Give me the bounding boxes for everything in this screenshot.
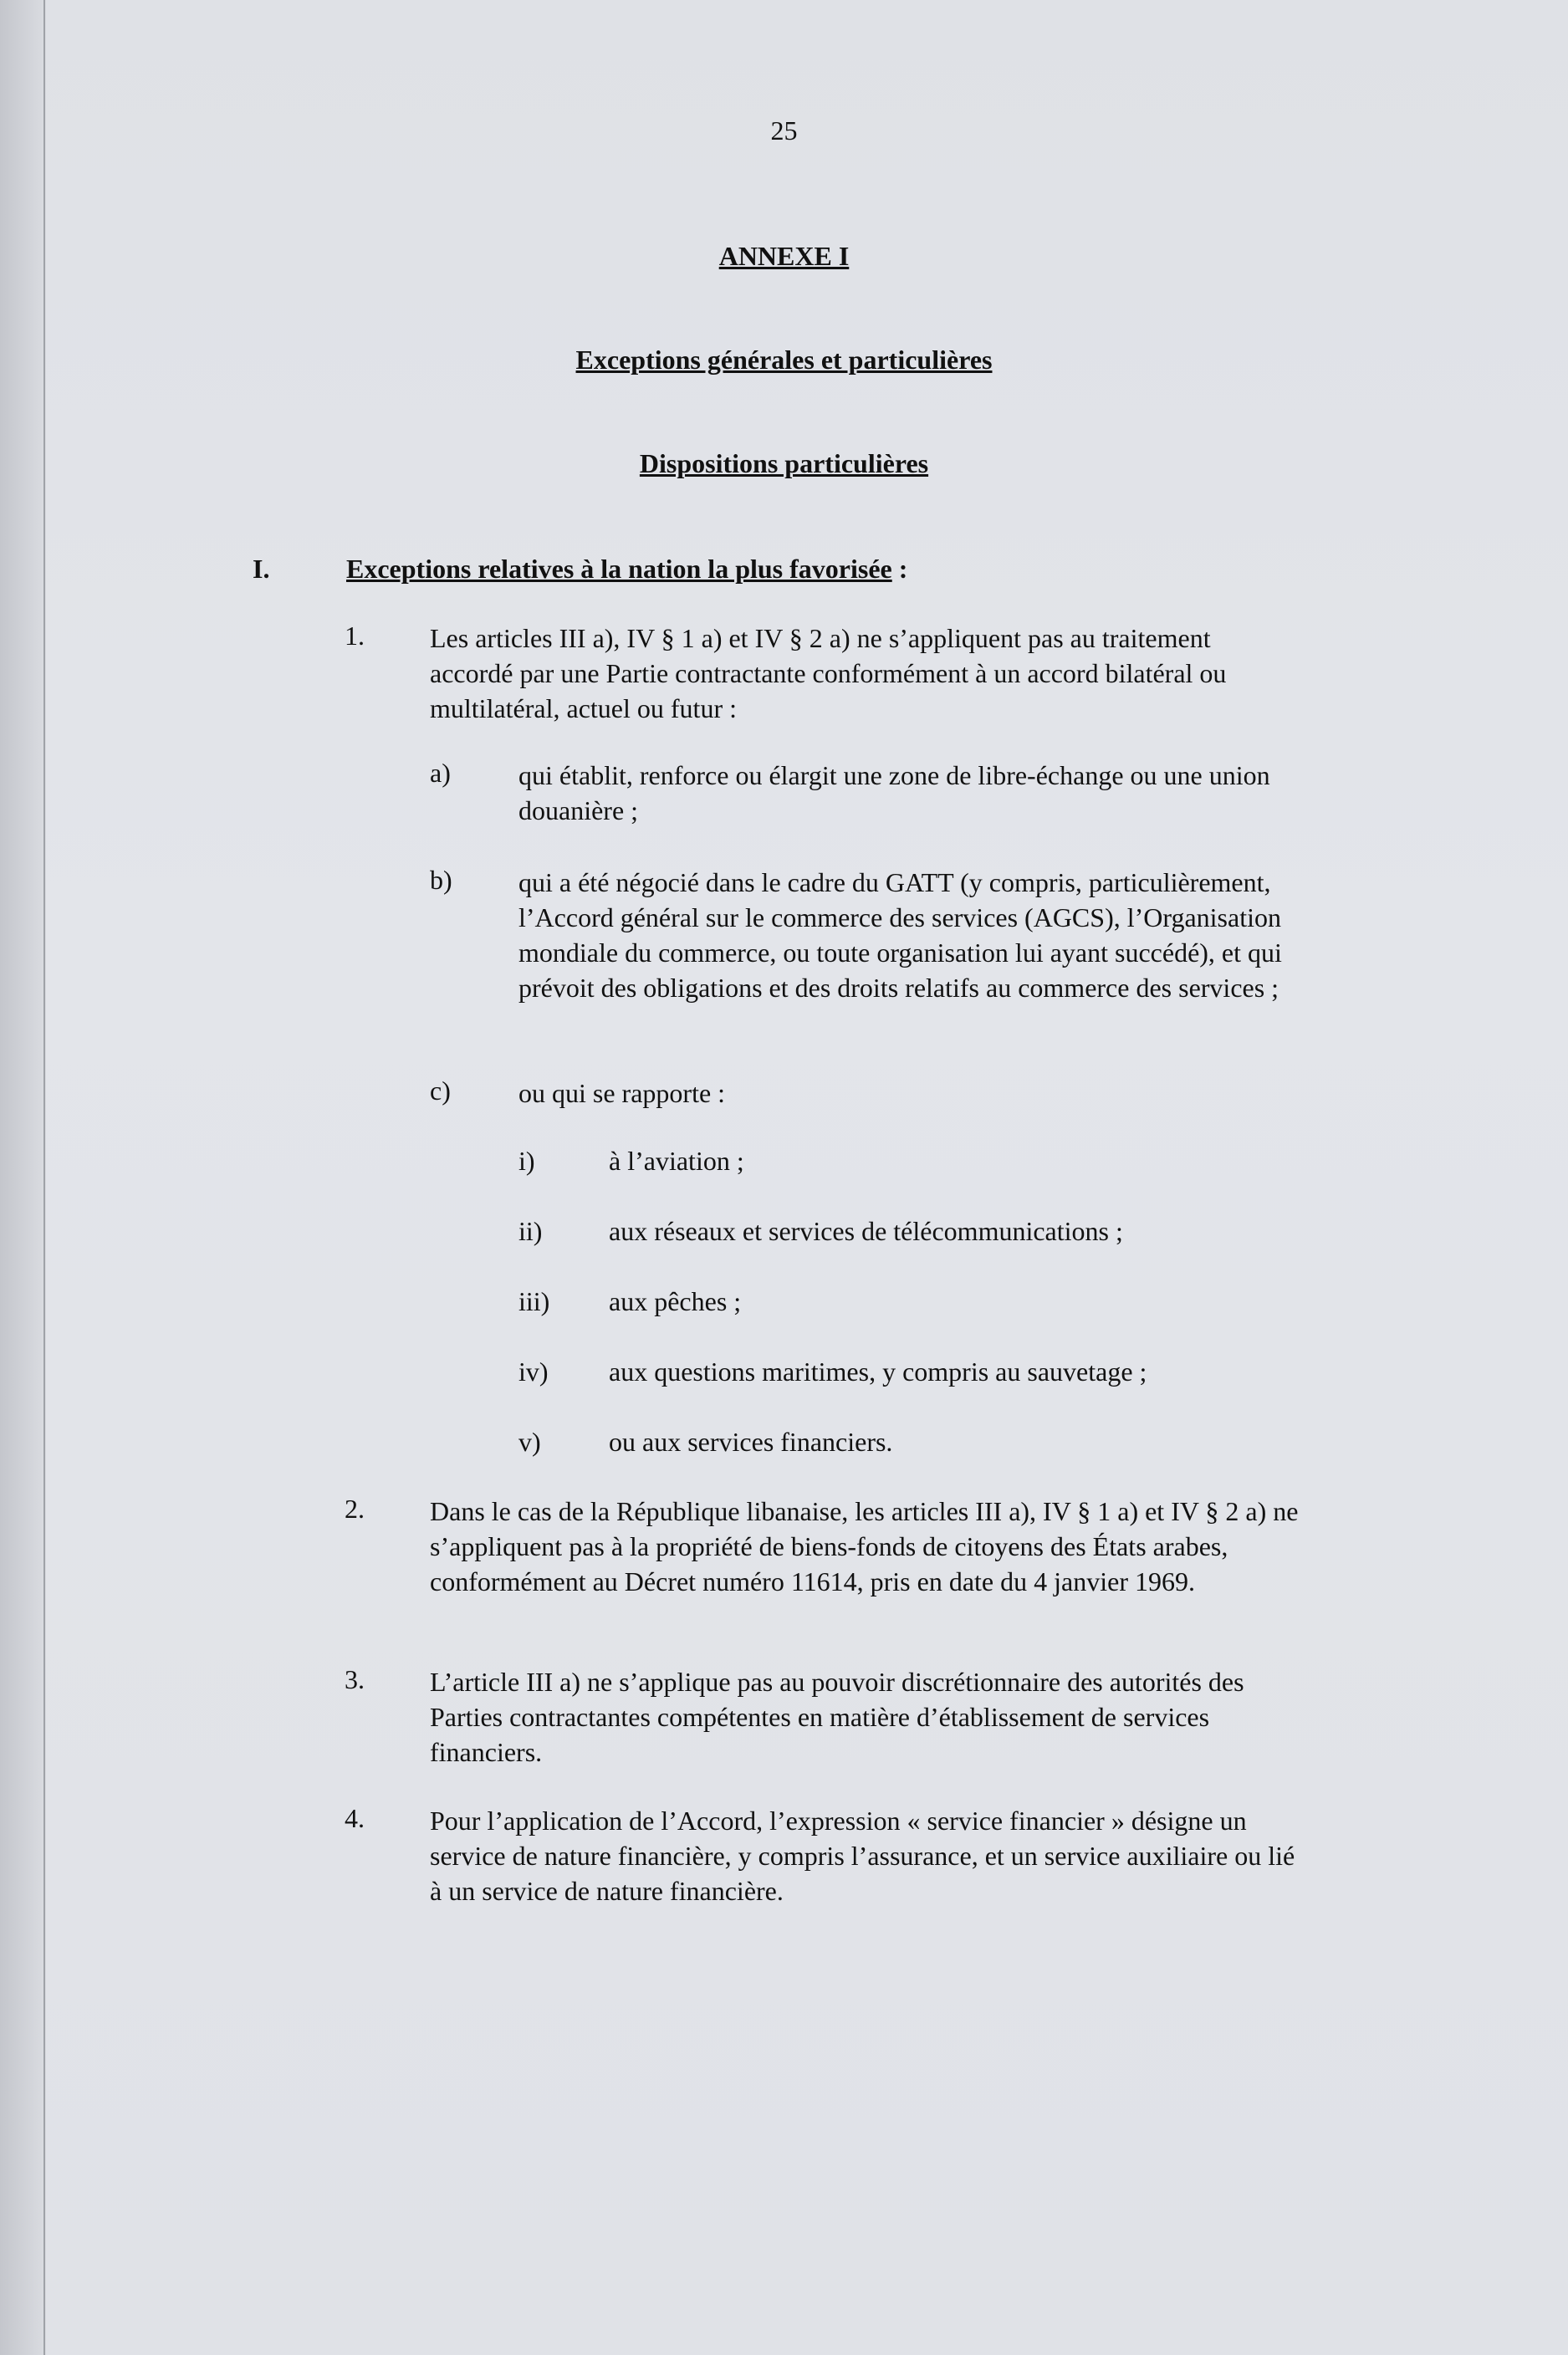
list-item-label: c) — [430, 1075, 451, 1106]
paragraph-text: Pour l’application de l’Accord, l’expression « service financier » désigne un service de nature financière, y compris l’assurance, et un service auxiliaire ou lié à un service de nature financière. — [430, 1806, 1295, 1906]
list-item-label: a) — [430, 758, 451, 788]
list-item-text: ou qui se rapporte : — [518, 1078, 726, 1108]
section-title-text: Exceptions relatives à la nation la plus favorisée — [346, 554, 892, 584]
sub-item-label: i) — [518, 1146, 535, 1176]
section-title — [346, 554, 907, 585]
list-item-label: b) — [430, 865, 452, 895]
paragraph-number: 3. — [345, 1664, 365, 1694]
paragraph-number: 2. — [345, 1494, 365, 1524]
sub-item-label: v) — [518, 1427, 541, 1457]
paragraph-number: 1. — [345, 621, 365, 651]
sub-item-label: iii) — [518, 1286, 550, 1316]
paragraph-number: 4. — [345, 1803, 365, 1833]
sub-item-text: ou aux services financiers. — [609, 1427, 893, 1457]
page-number: 25 — [770, 115, 798, 146]
section-title-suffix: : — [891, 554, 908, 584]
paragraph-text: L’article III a) ne s’applique pas au pouvoir discrétionnaire des autorités des Parties contractantes compétentes en matière d’établissement de services financiers. — [430, 1667, 1244, 1767]
sub-item-text: aux réseaux et services de télécommunications ; — [609, 1216, 1123, 1246]
annex-title: ANNEXE I — [718, 241, 850, 271]
sub-item-text: aux questions maritimes, y compris au sauvetage ; — [609, 1356, 1147, 1387]
sub-item-text: aux pêches ; — [609, 1286, 742, 1316]
list-item-text: qui établit, renforce ou élargit une zone de libre-échange ou une union douanière ; — [518, 760, 1270, 825]
section-number: I. — [253, 554, 270, 584]
paragraph-text: Dans le cas de la République libanaise, les articles III a), IV § 1 a) et IV § 2 a) ne s’appliquent pas à la propriété de biens-fonds de citoyens des États arabes, conformément au Décret numéro 11614, pris en date du 4 janvier 1969. — [430, 1496, 1299, 1596]
annex-subtitle: Exceptions générales et particulières — [575, 345, 993, 375]
section-heading: Dispositions particulières — [639, 448, 929, 478]
paragraph-text: Les articles III a), IV § 1 a) et IV § 2 a) ne s’appliquent pas au traitement accordé par une Partie contractante conformément à un accord bilatéral ou multilatéral, actuel ou futur : — [430, 623, 1227, 723]
sub-item-text: à l’aviation ; — [609, 1146, 744, 1176]
list-item-text: qui a été négocié dans le cadre du GATT (y compris, particulièrement, l’Accord général sur le commerce des services (AGCS), l’Organisation mondiale du commerce, ou toute organisation lui ayant succédé), et qui prévoit des obligations et des droits relatifs au commerce des services ; — [518, 867, 1282, 1003]
sub-item-label: ii) — [518, 1216, 543, 1246]
sub-item-label: iv) — [518, 1356, 549, 1387]
